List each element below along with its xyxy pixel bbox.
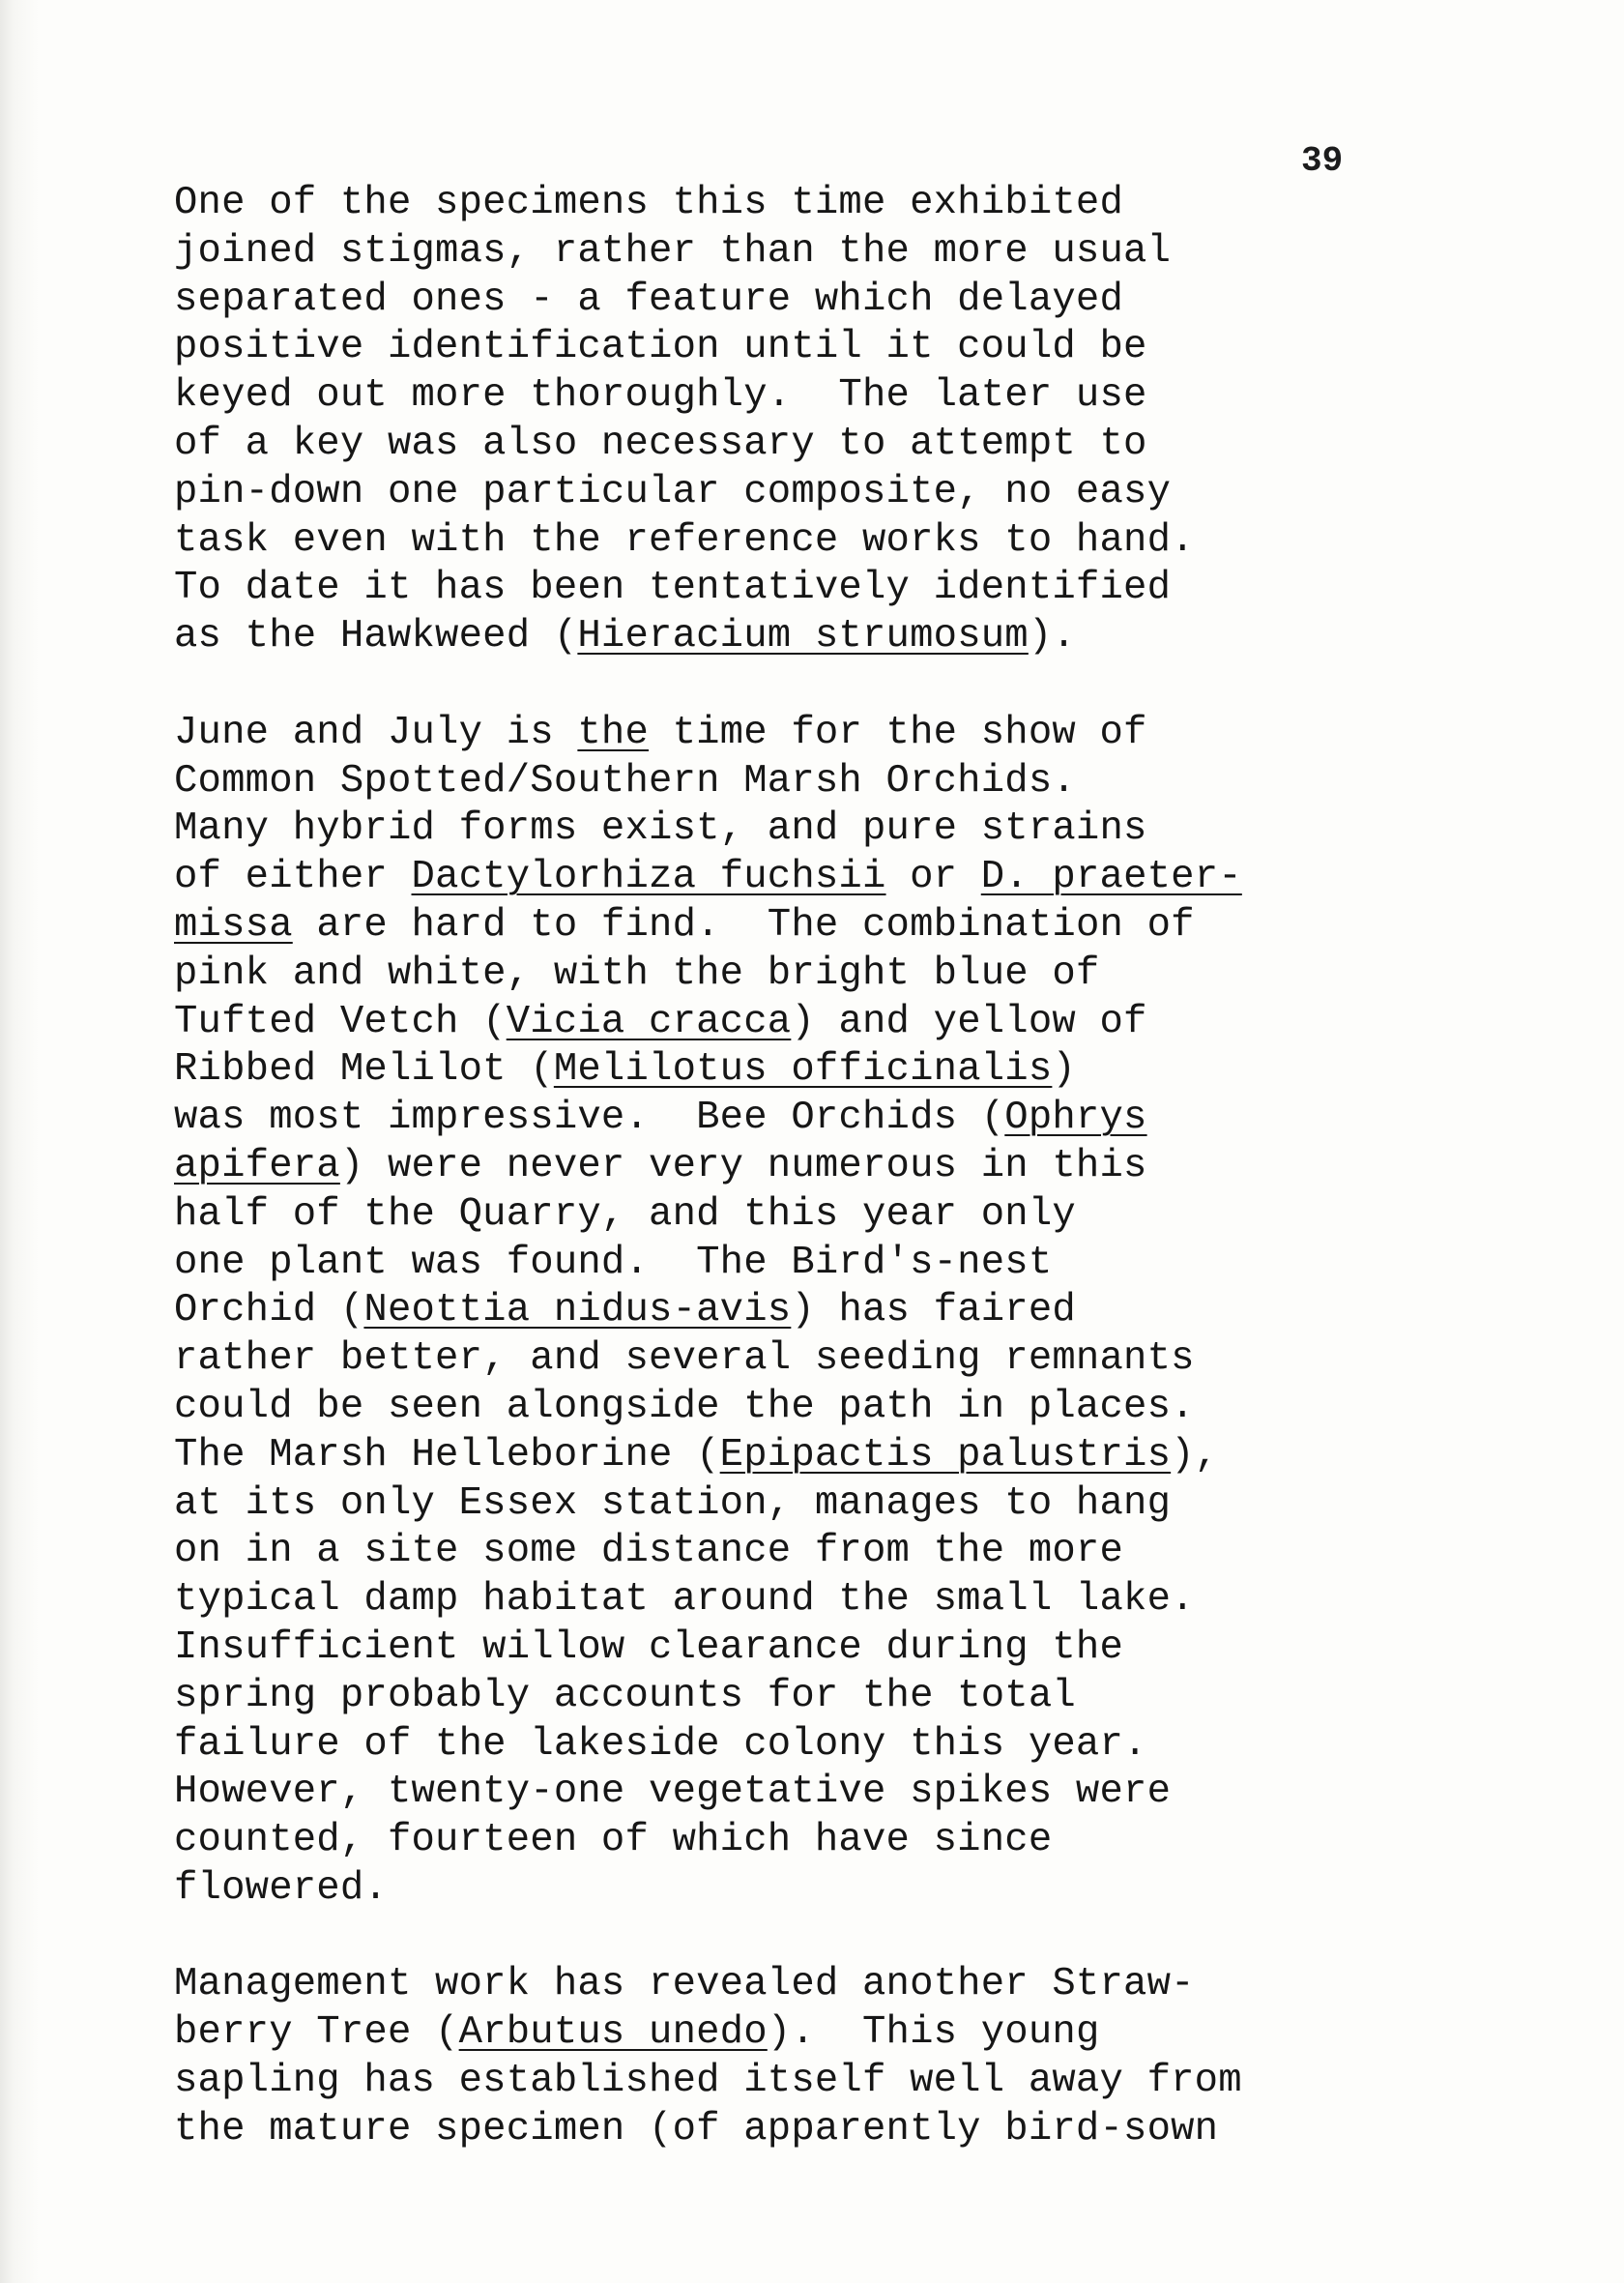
species-name: Ophrys xyxy=(1004,1096,1147,1141)
text-segment: ) has faired xyxy=(791,1288,1076,1333)
text-line xyxy=(174,758,1527,806)
text-segment: Common Spotted/Southern Marsh Orchids. xyxy=(174,758,1076,804)
text-segment: of a key was also necessary to attempt to xyxy=(174,421,1147,466)
text-line xyxy=(174,180,1527,228)
text-line xyxy=(174,2106,1527,2154)
text-segment: pin-down one particular composite, no easy xyxy=(174,469,1172,514)
text-segment: ) were never very numerous in this xyxy=(339,1143,1147,1188)
text-segment: ). This young xyxy=(767,2010,1100,2056)
text-segment: pink and white, with the bright blue of xyxy=(174,951,1100,996)
text-line xyxy=(174,902,1527,951)
text-line xyxy=(174,1191,1527,1240)
text-line xyxy=(174,1624,1527,1673)
text-segment: flowered. xyxy=(174,1865,388,1911)
text-line xyxy=(174,324,1527,372)
text-segment: could be seen alongside the path in places. xyxy=(174,1384,1195,1429)
text-line xyxy=(174,1817,1527,1865)
text-segment: berry Tree ( xyxy=(174,2010,459,2056)
text-segment: or xyxy=(885,855,981,900)
text-segment: joined stigmas, rather than the more usual xyxy=(174,228,1172,274)
species-name: Neottia nidus-avis xyxy=(363,1288,792,1333)
text-segment: was most impressive. Bee Orchids ( xyxy=(174,1096,1005,1141)
text-line xyxy=(174,951,1527,999)
text-segment: ). xyxy=(1028,614,1076,659)
text-segment: one plant was found. The Bird's-nest xyxy=(174,1240,1053,1285)
text-segment: Orchid ( xyxy=(174,1288,364,1333)
text-segment: Insufficient willow clearance during the xyxy=(174,1624,1124,1670)
page-number: 39 xyxy=(1301,141,1344,181)
text-line xyxy=(174,1673,1527,1721)
text-line xyxy=(174,613,1527,661)
text-line xyxy=(174,1432,1527,1480)
text-line xyxy=(174,1287,1527,1335)
text-segment: One of the specimens this time exhibited xyxy=(174,181,1124,225)
paragraph-gap xyxy=(174,661,1527,710)
species-name: Vicia cracca xyxy=(506,999,792,1044)
text-segment: task even with the reference works to hand. xyxy=(174,517,1195,563)
text-segment: as the Hawkweed ( xyxy=(174,614,578,659)
text-line xyxy=(174,710,1527,758)
text-line xyxy=(174,2009,1527,2058)
species-name: missa xyxy=(174,902,293,948)
text-line xyxy=(174,1335,1527,1384)
text-line xyxy=(174,1528,1527,1576)
text-line xyxy=(174,1046,1527,1095)
species-name: D. praeter- xyxy=(980,855,1242,900)
text-segment: Many hybrid forms exist, and pure strains xyxy=(174,806,1147,852)
text-line xyxy=(174,565,1527,613)
text-line xyxy=(174,469,1527,517)
species-name: Melilotus officinalis xyxy=(553,1047,1053,1093)
text-segment: positive identification until it could be xyxy=(174,325,1147,370)
body-text xyxy=(174,180,1527,2154)
species-name: Epipactis palustris xyxy=(719,1432,1172,1478)
text-line xyxy=(174,1240,1527,1288)
text-line xyxy=(174,854,1527,902)
text-line xyxy=(174,517,1527,566)
text-segment: June and July is xyxy=(174,710,578,755)
species-name: Dactylorhiza fuchsii xyxy=(411,855,886,900)
text-segment: ) xyxy=(1052,1047,1076,1093)
text-line xyxy=(174,1576,1527,1624)
text-segment: ), xyxy=(1171,1432,1219,1478)
text-segment: ) and yellow of xyxy=(791,999,1147,1044)
text-segment: failure of the lakeside colony this year. xyxy=(174,1721,1147,1767)
text-segment: Management work has revealed another Straw- xyxy=(174,1962,1195,2007)
text-line xyxy=(174,805,1527,854)
text-line xyxy=(174,372,1527,421)
text-line xyxy=(174,999,1527,1047)
paragraph xyxy=(174,710,1527,1914)
text-segment: of either xyxy=(174,855,412,900)
text-segment: rather better, and several seeding remnants xyxy=(174,1336,1195,1382)
text-segment: on in a site some distance from the more xyxy=(174,1529,1124,1574)
species-name: Hieracium strumosum xyxy=(577,614,1029,659)
text-line xyxy=(174,1961,1527,2009)
text-segment: sapling has established itself well away from xyxy=(174,2059,1242,2104)
text-line xyxy=(174,277,1527,325)
text-line xyxy=(174,1721,1527,1770)
species-name: apifera xyxy=(174,1143,340,1188)
text-segment: half of the Quarry, and this year only xyxy=(174,1191,1076,1237)
text-line xyxy=(174,1865,1527,1914)
paragraph-gap xyxy=(174,1914,1527,1962)
text-line xyxy=(174,2058,1527,2106)
text-segment: the mature specimen (of apparently bird-sown xyxy=(174,2106,1219,2151)
text-line xyxy=(174,228,1527,277)
text-segment: However, twenty-one vegetative spikes were xyxy=(174,1770,1172,1815)
text-line xyxy=(174,1480,1527,1529)
text-segment: The Marsh Helleborine ( xyxy=(174,1432,720,1478)
text-segment: counted, fourteen of which have since xyxy=(174,1818,1053,1863)
text-line xyxy=(174,1095,1527,1143)
text-line xyxy=(174,1143,1527,1191)
text-segment: at its only Essex station, manages to hang xyxy=(174,1480,1172,1526)
text-line xyxy=(174,1769,1527,1817)
text-segment: Tufted Vetch ( xyxy=(174,999,507,1044)
text-segment: To date it has been tentatively identified xyxy=(174,566,1172,611)
text-segment: keyed out more thoroughly. The later use xyxy=(174,373,1147,419)
text-segment: Ribbed Melilot ( xyxy=(174,1047,554,1093)
text-segment: time for the show of xyxy=(649,710,1147,755)
text-segment: spring probably accounts for the total xyxy=(174,1673,1076,1718)
species-name: Arbutus unedo xyxy=(458,2010,768,2056)
paragraph xyxy=(174,180,1527,661)
paragraph xyxy=(174,1961,1527,2153)
text-line xyxy=(174,421,1527,469)
text-segment: typical damp habitat around the small lake. xyxy=(174,1577,1195,1623)
text-line xyxy=(174,1384,1527,1432)
species-name: the xyxy=(577,710,650,755)
text-segment: separated ones - a feature which delayed xyxy=(174,277,1124,322)
text-segment: are hard to find. The combination of xyxy=(292,902,1195,948)
